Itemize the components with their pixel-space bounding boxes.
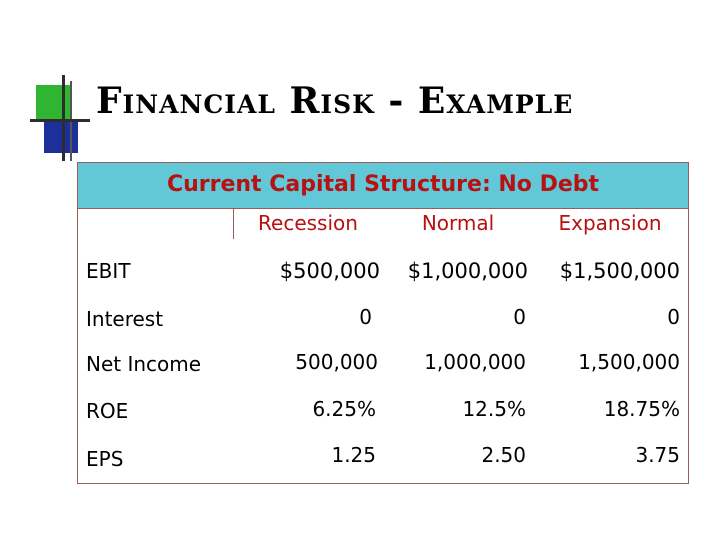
row-label-ebit: EBIT (86, 259, 131, 283)
column-header-normal: Normal (421, 211, 495, 235)
cell-interest-expansion: 0 (667, 305, 680, 329)
cell-net-income-expansion: 1,500,000 (578, 350, 680, 374)
table-heading: Current Capital Structure: No Debt (78, 163, 688, 209)
cell-ebit-normal: $1,000,000 (407, 259, 528, 283)
cell-interest-recession: 0 (359, 305, 372, 329)
row-label-net-income: Net Income (86, 352, 202, 376)
slide-logo (30, 75, 90, 165)
column-header-expansion: Expansion (558, 211, 662, 235)
column-header-recession: Recession (258, 211, 358, 235)
cell-roe-expansion: 18.75% (603, 397, 680, 421)
cell-eps-expansion: 3.75 (635, 443, 680, 467)
cell-ebit-recession: $500,000 (279, 259, 380, 283)
row-label-eps: EPS (86, 447, 124, 471)
blue-square-icon (44, 119, 78, 153)
cell-roe-normal: 12.5% (462, 397, 526, 421)
cell-net-income-normal: 1,000,000 (424, 350, 526, 374)
cell-net-income-recession: 500,000 (295, 350, 378, 374)
blank-header-cell (78, 209, 234, 239)
cell-roe-recession: 6.25% (312, 397, 376, 421)
horizontal-line (30, 119, 90, 122)
row-label-interest: Interest (86, 307, 164, 331)
vertical-line (62, 75, 65, 161)
slide-title: Financial Risk - Example (96, 80, 574, 122)
green-square-icon (36, 85, 72, 119)
cell-ebit-expansion: $1,500,000 (559, 259, 680, 283)
cell-eps-recession: 1.25 (331, 443, 376, 467)
capital-structure-table (77, 162, 689, 484)
column-header-row (78, 209, 688, 239)
cell-interest-normal: 0 (513, 305, 526, 329)
row-label-roe: ROE (86, 399, 129, 423)
cell-eps-normal: 2.50 (481, 443, 526, 467)
